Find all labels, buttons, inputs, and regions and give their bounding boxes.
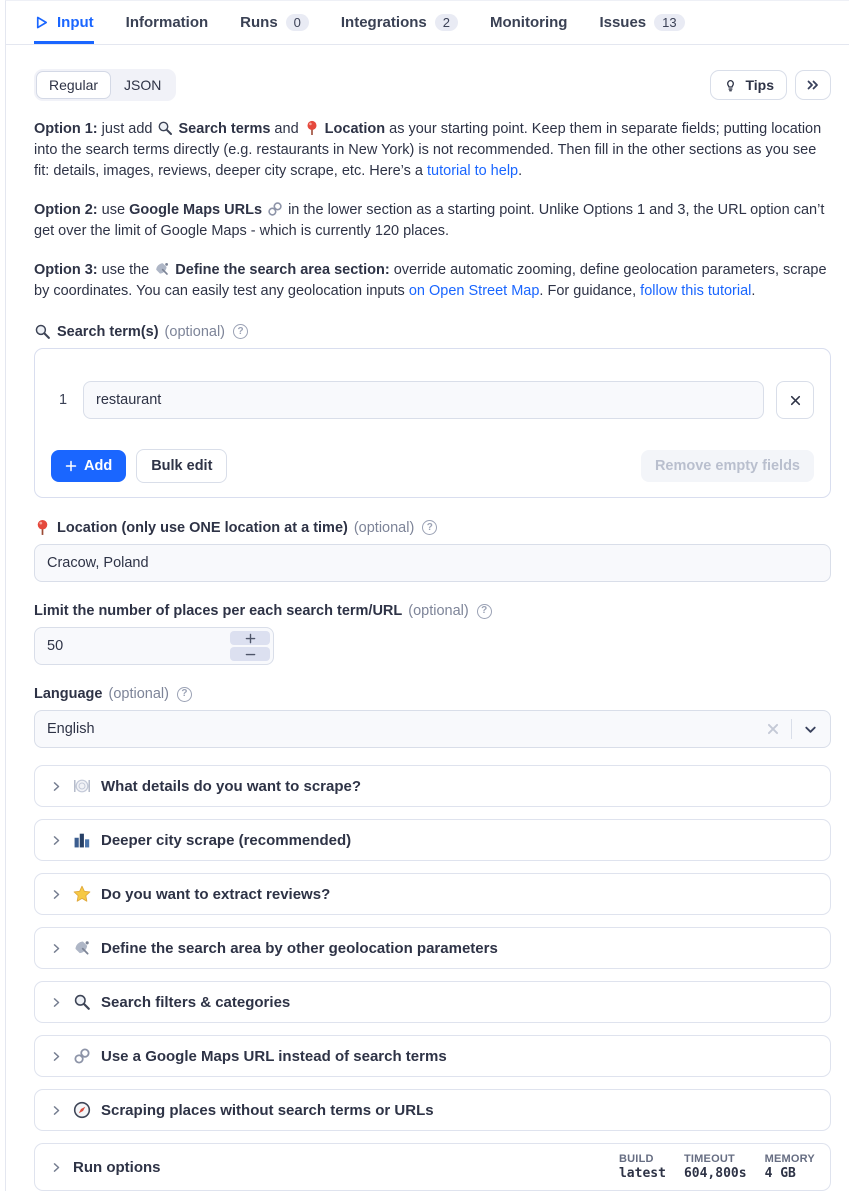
tab-integrations[interactable] — [341, 14, 458, 44]
tab-input[interactable] — [34, 14, 94, 44]
close-icon — [789, 394, 802, 407]
optional-hint: (optional) — [164, 323, 225, 340]
search-terms-card — [34, 348, 831, 498]
bold-text: Search terms — [174, 121, 271, 137]
dining-icon — [73, 777, 91, 795]
optional-hint: (optional) — [408, 603, 469, 619]
search-terms-actions — [51, 449, 814, 483]
input-form — [6, 69, 849, 1191]
section-title: What details do you want to scrape? — [101, 777, 362, 795]
tab-label: Input — [57, 14, 94, 31]
tab-label: Monitoring — [489, 14, 568, 31]
view-mode-json[interactable]: JSON — [111, 71, 174, 99]
tab-issues[interactable] — [599, 14, 684, 44]
pin-icon — [304, 120, 320, 136]
stat-value: 604,800s — [683, 1166, 747, 1181]
limit-label — [34, 603, 831, 619]
optional-hint: (optional) — [108, 686, 169, 702]
help-icon[interactable]: ? — [233, 324, 248, 339]
run-stat-memory — [765, 1153, 815, 1181]
inline-link[interactable]: on Open Street Map — [408, 283, 540, 299]
section-search-filters-categories[interactable] — [34, 981, 831, 1023]
tab-runs[interactable] — [240, 14, 309, 44]
tab-badge: 0 — [286, 14, 309, 31]
run-options-stats — [619, 1153, 815, 1181]
inline-link[interactable]: follow this tutorial — [640, 283, 752, 299]
link-icon — [73, 1047, 91, 1065]
section-use-a-google-maps-url-instead-of-search-[interactable] — [34, 1035, 831, 1077]
tips-label: Tips — [745, 77, 774, 93]
section-scraping-places-without-search-terms-or-[interactable] — [34, 1089, 831, 1131]
chevron-right-icon — [50, 996, 63, 1009]
search-term-input[interactable] — [83, 381, 764, 419]
magnifier-icon — [73, 993, 91, 1011]
chevron-right-icon — [50, 1161, 63, 1174]
field-label-text: Location (only use ONE location at a time) — [57, 519, 348, 536]
pin-icon — [34, 519, 51, 536]
location-label — [34, 519, 831, 536]
tab-badge: 13 — [654, 14, 684, 31]
section-what-details-do-you-want-to-scrape[interactable] — [34, 765, 831, 807]
language-label — [34, 686, 831, 702]
location-input[interactable] — [34, 544, 831, 582]
clear-icon[interactable] — [766, 722, 780, 736]
bulk-edit-button[interactable]: Bulk edit — [136, 449, 227, 483]
stat-value: 4 GB — [764, 1166, 796, 1181]
help-icon[interactable]: ? — [177, 687, 192, 702]
section-deeper-city-scrape-recommended[interactable] — [34, 819, 831, 861]
bold-text: Google Maps URLs — [129, 202, 263, 218]
plus-icon — [65, 460, 77, 472]
select-divider — [791, 719, 792, 739]
bold-text: Option 3: — [34, 262, 98, 278]
paragraph-text: in the lower section as a starting point. Unlike Options 1 and 3, the URL option can’t get over the limit of Google Maps - which is currently 120 places. — [34, 202, 825, 239]
search-terms-label — [34, 323, 831, 340]
plus-icon — [245, 633, 256, 644]
stat-label: BUILD — [618, 1153, 654, 1165]
add-button[interactable] — [51, 450, 126, 482]
city-icon — [73, 831, 91, 849]
paragraph-text — [262, 202, 266, 218]
link-icon — [267, 201, 283, 217]
chevron-right-icon — [50, 942, 63, 955]
language-select[interactable] — [34, 710, 831, 748]
toolbar-right — [710, 70, 831, 100]
chevron-right-icon — [50, 834, 63, 847]
tab-label: Information — [125, 14, 209, 31]
magnifier-icon — [157, 120, 173, 136]
field-label-text: Limit the number of places per each search term/URL — [34, 603, 403, 619]
paragraph-text: use the — [97, 262, 154, 278]
collapse-panel-button[interactable] — [795, 70, 831, 100]
section-title: Scraping places without search terms or URLs — [101, 1101, 434, 1119]
tab-label: Integrations — [340, 14, 427, 31]
collapsible-sections — [34, 765, 831, 1191]
chevron-right-icon — [50, 780, 63, 793]
term-index: 1 — [58, 392, 68, 408]
run-stat-build — [619, 1153, 666, 1181]
paragraph-text: just add — [97, 121, 157, 137]
section-run-options[interactable] — [34, 1143, 831, 1191]
option-paragraph — [34, 119, 831, 182]
play-icon — [34, 15, 49, 30]
help-icon[interactable]: ? — [422, 520, 437, 535]
section-title: Define the search area by other geolocation parameters — [101, 939, 498, 957]
option-paragraph — [34, 200, 831, 242]
remove-term-button[interactable] — [776, 381, 814, 419]
search-term-list — [51, 381, 814, 419]
section-do-you-want-to-extract-reviews[interactable] — [34, 873, 831, 915]
paragraph-text: . For guidance, — [539, 283, 641, 299]
chevron-down-icon — [803, 722, 818, 737]
magnifier-icon — [34, 323, 51, 340]
field-label-text: Language — [34, 686, 103, 702]
search-term-row — [51, 381, 814, 419]
section-title: Run options — [73, 1158, 161, 1176]
option-paragraph — [34, 260, 831, 302]
optional-hint: (optional) — [353, 519, 415, 536]
section-title: Deeper city scrape (recommended) — [101, 831, 352, 849]
run-stat-timeout — [684, 1153, 747, 1181]
field-label-text: Search term(s) — [57, 323, 159, 340]
paragraph-text: use — [97, 202, 130, 218]
intro-paragraphs — [34, 119, 831, 302]
tab-label: Issues — [599, 14, 647, 31]
limit-stepper-field — [34, 627, 274, 665]
tips-button[interactable] — [710, 70, 787, 100]
tab-label: Runs — [240, 14, 278, 31]
language-selected-value: English — [47, 721, 95, 737]
chevron-right-icon — [50, 888, 63, 901]
bold-text: Option 1: — [34, 121, 98, 137]
add-button-label: Add — [84, 458, 113, 474]
view-mode-toggle — [34, 69, 176, 101]
paragraph-text: and — [270, 121, 303, 137]
tab-badge: 2 — [435, 14, 458, 31]
double-chevron-right-icon — [805, 77, 821, 93]
minus-icon — [245, 649, 256, 660]
increment-button[interactable] — [230, 631, 270, 645]
stat-value: latest — [618, 1166, 666, 1181]
paragraph-text: . — [751, 283, 756, 299]
bold-text: Location — [320, 121, 386, 137]
paragraph-text: override automatic zooming, define geolocation parameters, scrape by coordinates. You can easily test any geolocation inputs — [34, 262, 827, 299]
help-icon[interactable]: ? — [477, 604, 492, 619]
chevron-right-icon — [50, 1104, 63, 1117]
satellite-icon — [154, 261, 170, 277]
section-title: Do you want to extract reviews? — [101, 885, 331, 903]
compass-icon — [73, 1101, 91, 1119]
editor-toolbar — [34, 69, 831, 101]
section-title: Use a Google Maps URL instead of search terms — [101, 1047, 447, 1065]
inline-link[interactable]: tutorial to help — [427, 163, 519, 179]
tab-bar — [6, 1, 849, 45]
star-icon — [73, 885, 91, 903]
stat-label: MEMORY — [764, 1153, 815, 1165]
view-mode-regular[interactable]: Regular — [36, 71, 111, 99]
tab-monitoring[interactable] — [490, 14, 567, 44]
section-define-the-search-area-by-other-geolocat[interactable] — [34, 927, 831, 969]
bold-text: Define the search area section: — [171, 262, 390, 278]
lightbulb-icon — [723, 78, 738, 93]
tab-information[interactable] — [126, 14, 209, 44]
section-title: Search filters & categories — [101, 993, 291, 1011]
number-stepper — [230, 631, 270, 661]
remove-empty-fields-button: Remove empty fields — [641, 450, 814, 482]
paragraph-text: . — [518, 163, 523, 179]
chevron-right-icon — [50, 1050, 63, 1063]
decrement-button[interactable] — [230, 647, 270, 661]
actor-input-panel — [5, 0, 849, 1191]
bold-text: Option 2: — [34, 202, 98, 218]
paragraph-text: as your starting point. Keep them in separate fields; putting location into the search terms directly (e.g. restaurants in New York) is not recommended. Then fill in the other sections as you see fit: details, images, reviews, deeper city scrape, etc. Here’s a — [34, 121, 822, 179]
satellite-icon — [73, 939, 91, 957]
stat-label: TIMEOUT — [683, 1153, 735, 1165]
